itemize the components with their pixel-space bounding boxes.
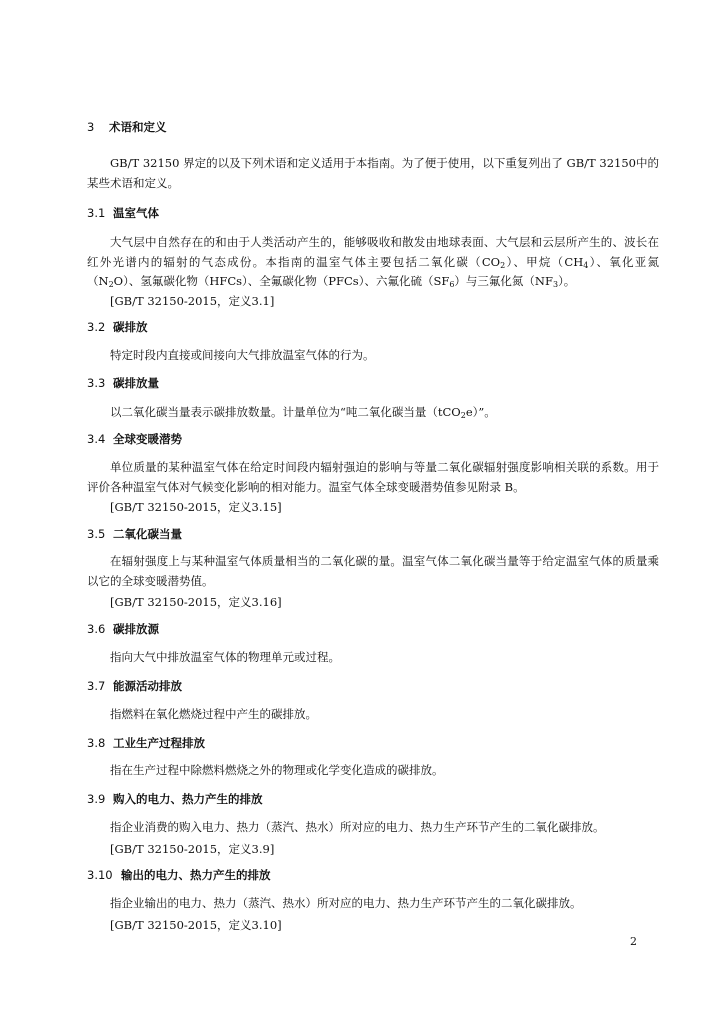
text: 系数。用于评价各种温室气体对气候变化影响的相对能力。温室气体全球变暖潜势值参见附录 B。 bbox=[87, 460, 660, 494]
subscript: 4 bbox=[583, 260, 589, 270]
term-3-2-definition: 特定时段内直接或间接向大气排放温室气体的行为。 bbox=[110, 348, 375, 362]
term-3-7-definition: 指燃料在氧化燃烧过程中产生的碳排放。 bbox=[110, 707, 317, 721]
term-number: 3.6 bbox=[87, 622, 106, 636]
term-3-6-definition: 指向大气中排放温室气体的物理单元或过程。 bbox=[110, 650, 340, 664]
text: 在辐射强度上与某种温室气体质量相当的二氧化碳的量。温室气体二氧化碳当量等于给定温室气体 bbox=[110, 554, 613, 568]
term-3-10-reference: [GB/T 32150-2015，定义3.10] bbox=[110, 918, 282, 932]
term-3-10-definition: 指企业输出的电力、热力（蒸汽、热水）所对应的电力、热力生产环节产生的二氧化碳排放。 bbox=[110, 896, 582, 910]
text: ）与三氟化氮（NF bbox=[454, 274, 553, 288]
term-title: 碳排放源 bbox=[113, 622, 159, 636]
term-number: 3.5 bbox=[87, 527, 106, 541]
term-3-9-reference: [GB/T 32150-2015，定义3.9] bbox=[110, 842, 275, 856]
term-title: 输出的电力、热力产生的排放 bbox=[121, 868, 271, 882]
term-heading-3-1 bbox=[87, 206, 159, 220]
text: ）、甲烷（CH bbox=[505, 254, 584, 269]
term-number: 3.4 bbox=[87, 432, 106, 446]
term-number: 3.9 bbox=[87, 792, 106, 806]
term-heading-3-5 bbox=[87, 527, 182, 541]
intro-paragraph bbox=[87, 154, 659, 193]
term-3-3-definition bbox=[87, 403, 659, 423]
text: 氧化亚氮（N bbox=[87, 254, 660, 288]
text: ）。 bbox=[558, 274, 576, 288]
term-3-9-definition: 指企业消费的购入电力、热力（蒸汽、热水）所对应的电力、热力生产环节产生的二氧化碳排放。 bbox=[110, 820, 605, 834]
term-number: 3.1 bbox=[87, 206, 106, 220]
intro-line-1: GB/T 32150 界定的以及下列术语和定义适用于本指南。为了便于使用，以下重复列出了 GB/T 32150 bbox=[110, 156, 636, 170]
term-3-5-reference: [GB/T 32150-2015，定义3.16] bbox=[110, 595, 282, 609]
subscript: 2 bbox=[108, 280, 114, 289]
term-number: 3.7 bbox=[87, 679, 106, 693]
term-title: 温室气体 bbox=[113, 206, 159, 220]
term-heading-3-10 bbox=[87, 868, 271, 882]
term-heading-3-3 bbox=[87, 376, 159, 390]
term-3-4-definition bbox=[87, 458, 659, 497]
term-heading-3-4 bbox=[87, 432, 182, 446]
subscript: 2 bbox=[460, 411, 466, 420]
term-title: 二氧化碳当量 bbox=[113, 527, 182, 541]
term-title: 工业生产过程排放 bbox=[113, 736, 205, 750]
text: 波长在红外光谱内的辐射的气态成份。本指南的温室气体主要包括二氧化碳（CO bbox=[87, 235, 659, 269]
subscript: 6 bbox=[449, 280, 455, 289]
term-number: 3.3 bbox=[87, 376, 106, 390]
term-3-5-definition bbox=[87, 552, 659, 591]
text: ）、 bbox=[588, 254, 610, 269]
term-title: 购入的电力、热力产生的排放 bbox=[113, 792, 263, 806]
term-3-1-reference: [GB/T 32150-2015，定义3.1] bbox=[110, 294, 275, 308]
section-heading-3 bbox=[87, 120, 167, 134]
term-number: 3.8 bbox=[87, 736, 106, 750]
term-heading-3-7 bbox=[87, 679, 182, 693]
term-title: 碳排放量 bbox=[113, 376, 159, 390]
term-heading-3-8 bbox=[87, 736, 205, 750]
term-title: 能源活动排放 bbox=[113, 679, 182, 693]
section-number: 3 bbox=[87, 120, 95, 134]
text: 以二氧化碳当量表示碳排放数量。计量单位为“吨二氧化碳当量（tCO bbox=[110, 405, 461, 419]
term-number: 3.10 bbox=[87, 868, 113, 882]
term-heading-3-2 bbox=[87, 320, 148, 334]
text: 大气层中自然存在的和由于人类活动产生的，能够吸收和散发由地球表面、大气层和云层所产生的、 bbox=[110, 235, 625, 249]
text: 单位质量的某种温室气体在给定时间段内辐射强迫的影响与等量二氧化碳辐射强度影响相关联的 bbox=[110, 460, 601, 474]
text: O）、氢氟碳化物（HFCs）、全氟碳化物（PFCs）、六氟化硫（SF bbox=[113, 274, 450, 288]
subscript: 2 bbox=[500, 260, 506, 270]
subscript: 3 bbox=[552, 280, 559, 289]
intro-line-2: 中的某些术语和定义。 bbox=[87, 156, 660, 190]
text: 的质量乘以它的全球变暖潜势值。 bbox=[87, 554, 660, 588]
section-title: 术语和定义 bbox=[109, 120, 167, 134]
term-3-4-reference: [GB/T 32150-2015，定义3.15] bbox=[110, 500, 282, 514]
term-number: 3.2 bbox=[87, 320, 106, 334]
term-heading-3-6 bbox=[87, 622, 159, 636]
term-title: 全球变暖潜势 bbox=[113, 432, 182, 446]
term-title: 碳排放 bbox=[113, 320, 148, 334]
text: e）”。 bbox=[465, 405, 496, 419]
term-heading-3-9 bbox=[87, 792, 263, 806]
term-3-1-definition bbox=[87, 233, 659, 292]
page-number: 2 bbox=[630, 935, 637, 948]
term-3-8-definition: 指在生产过程中除燃料燃烧之外的物理或化学变化造成的碳排放。 bbox=[110, 763, 444, 777]
